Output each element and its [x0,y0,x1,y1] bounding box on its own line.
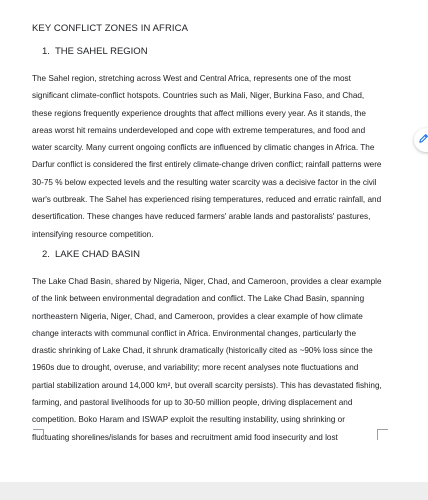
section-number: 2. [42,248,50,260]
section-body-lake-chad: The Lake Chad Basin, shared by Nigeria, Niger, Chad, and Cameroon, provides a clear example of the link between environmental degradation and conflict. The Lake Chad Basin, spanning northeastern Nigeria, Niger, Chad, and Cameroon, provides a clear example of how climate change interacts with communal conflict in Africa. Environmental changes, particularly the drastic shrinking of Lake Chad, it shrunk dramatically (historically cited as ~90% loss since the 1960s due to drought, overuse, and variability; more recent analyses note fluctuations and partial stabilization around 14,000 km², but overall scarcity persists). This has devastated fishing, farming, and pastoral livelihoods for up to 30-50 million people, driving displacement and competition. Boko Haram and ISWAP exploit the resulting instability, using shrinking or fluctuating shorelines/islands for bases and recruitment amid food insecurity and lost [32,276,382,442]
section-heading-lake-chad [42,249,382,261]
page-gap [0,482,428,500]
pencil-icon [418,131,428,149]
section-title: THE SAHEL REGION [55,46,148,57]
document-content [32,23,382,452]
page-margin-corner-right [377,429,388,440]
section-body-sahel: The Sahel region, stretching across West and Central Africa, represents one of the most significant climate-conflict hotspots. Countries such as Mali, Niger, Burkina Faso, and Chad, these regions frequently experience droughts that affect millions every year. As it stands, the areas worst hit remains underdeveloped and cope with extreme temperatures, and food and water scarcity. Many current ongoing conflicts are influenced by climatic changes in Africa. The Darfur conflict is considered the first entirely climate-change driven conflict; rainfall patterns were 30-75 % below expected levels and the resulting water scarcity was a decisive factor in the civil war's outbreak. The Sahel has experienced rising temperatures, reduced and erratic rainfall, and desertification. These changes have reduced farmers' arable lands and pastoralists' pastures, intensifying resource competition. [32,74,382,239]
page-margin-corner-left [33,429,44,440]
document-title: KEY CONFLICT ZONES IN AFRICA [32,23,189,34]
section-heading-sahel [42,46,382,58]
section-number: 1. [42,46,50,57]
section-title: LAKE CHAD BASIN [55,248,140,260]
